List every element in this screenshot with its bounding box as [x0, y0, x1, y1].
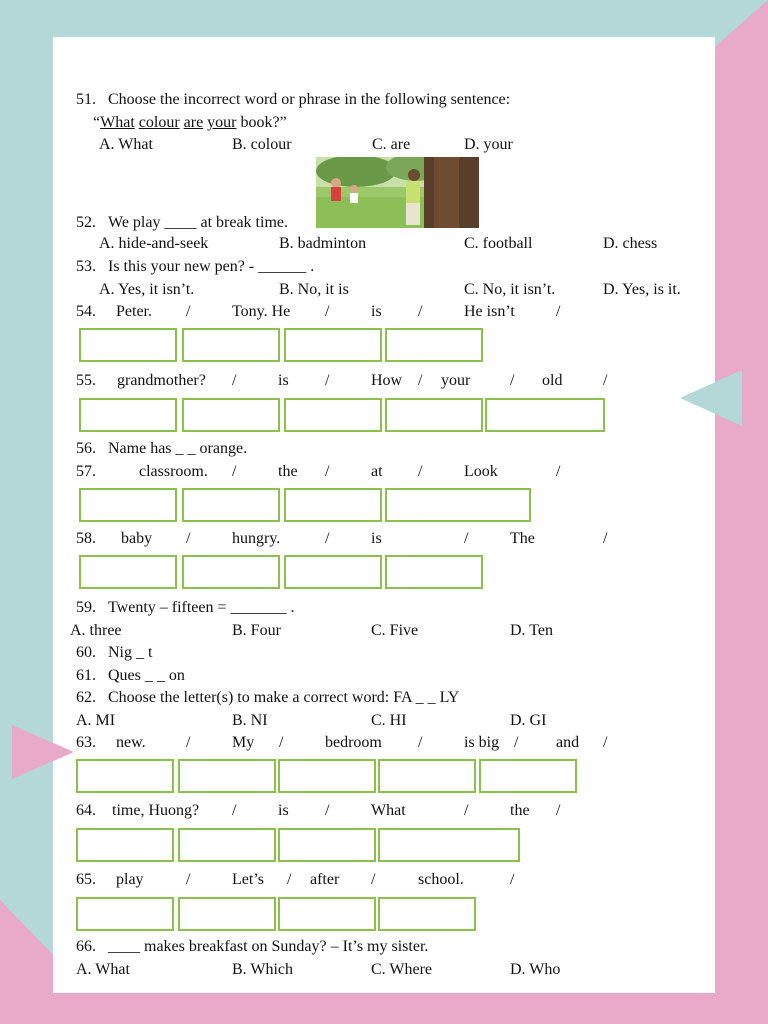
q65-slash: /: [287, 871, 292, 888]
q59-option-d[interactable]: D. Ten: [510, 622, 554, 639]
q63-answer-box[interactable]: [76, 759, 174, 793]
q64-slash: /: [464, 802, 469, 819]
q51-text: Choose the incorrect word or phrase in the following sentence:: [108, 91, 511, 108]
q55-slash: /: [418, 372, 423, 389]
q66-option-d[interactable]: D. Who: [510, 961, 561, 978]
q58-word: baby: [121, 530, 153, 547]
q64-word: time, Huong?: [112, 802, 200, 819]
q54-answer-box[interactable]: [79, 328, 177, 362]
q58-slash: /: [603, 530, 608, 547]
q55-answer-box[interactable]: [385, 398, 483, 432]
q65-answer-box[interactable]: [378, 897, 476, 931]
q57-answer-box[interactable]: [284, 488, 382, 522]
q63-word: My: [232, 734, 255, 751]
q65-word: play: [116, 871, 144, 888]
q64-answer-box[interactable]: [278, 828, 376, 862]
q64-word: is: [278, 802, 289, 819]
q64-word: What: [371, 802, 406, 819]
q54-word: Peter.: [116, 303, 152, 320]
q54-slash: /: [418, 303, 423, 320]
q63-word: is big: [464, 734, 500, 751]
q51-number: 51.: [76, 91, 96, 108]
q53-option-c[interactable]: C. No, it isn’t.: [464, 281, 556, 298]
q62-number: 62.: [76, 689, 96, 706]
pink-triangle-decoration: [12, 725, 74, 779]
q65-answer-box[interactable]: [178, 897, 276, 931]
q53-number: 53.: [76, 258, 96, 275]
q63-answer-box[interactable]: [278, 759, 376, 793]
q54-slash: /: [325, 303, 330, 320]
q53-option-b[interactable]: B. No, it is: [279, 281, 349, 298]
children-playing-photo: [316, 157, 479, 228]
q57-slash: /: [418, 463, 423, 480]
q62-option-d[interactable]: D. GI: [510, 712, 547, 729]
q52-option-d[interactable]: D. chess: [603, 235, 658, 252]
q64-word: the: [510, 802, 530, 819]
q65-word: after: [310, 871, 340, 888]
q63-answer-box[interactable]: [378, 759, 476, 793]
q58-word: is: [371, 530, 382, 547]
q66-number: 66.: [76, 938, 96, 955]
q64-answer-box[interactable]: [76, 828, 174, 862]
q65-slash: /: [510, 871, 515, 888]
q66-option-a[interactable]: A. What: [76, 961, 130, 978]
q60-number: 60.: [76, 644, 96, 661]
q55-word: is: [278, 372, 289, 389]
q57-word: at: [371, 463, 383, 480]
q57-word: classroom.: [139, 463, 208, 480]
q63-slash: /: [514, 734, 519, 751]
q51-sentence: “What colour are your book?”: [93, 114, 287, 131]
q63-answer-box[interactable]: [178, 759, 276, 793]
q57-slash: /: [232, 463, 237, 480]
q51-option-b[interactable]: B. colour: [232, 136, 292, 153]
q63-slash: /: [279, 734, 284, 751]
q66-text: ____ makes breakfast on Sunday? – It’s my sister.: [108, 938, 429, 955]
q59-option-a[interactable]: A. three: [70, 622, 122, 639]
q63-answer-box[interactable]: [479, 759, 577, 793]
q63-slash: /: [418, 734, 423, 751]
q55-slash: /: [510, 372, 515, 389]
q55-number: 55.: [76, 372, 96, 389]
q55-answer-box[interactable]: [284, 398, 382, 432]
q58-answer-box[interactable]: [284, 555, 382, 589]
q59-number: 59.: [76, 599, 96, 616]
q52-text: We play ____ at break time.: [108, 214, 288, 231]
q63-number: 63.: [76, 734, 96, 751]
q64-slash: /: [325, 802, 330, 819]
q52-option-b[interactable]: B. badminton: [279, 235, 367, 252]
q63-word: new.: [116, 734, 146, 751]
q64-answer-box[interactable]: [178, 828, 276, 862]
q59-option-b[interactable]: B. Four: [232, 622, 281, 639]
q64-number: 64.: [76, 802, 96, 819]
q62-option-a[interactable]: A. MI: [76, 712, 116, 729]
q55-word: grandmother?: [117, 372, 206, 389]
q62-option-c[interactable]: C. HI: [371, 712, 407, 729]
q58-word: hungry.: [232, 530, 281, 547]
q65-answer-box[interactable]: [278, 897, 376, 931]
q57-answer-box[interactable]: [182, 488, 280, 522]
q57-word: the: [278, 463, 298, 480]
q61-text: Ques _ _ on: [108, 667, 185, 684]
q57-word: Look: [464, 463, 498, 480]
q56-text: Name has _ _ orange.: [108, 440, 248, 457]
q55-slash: /: [232, 372, 237, 389]
q59-option-c[interactable]: C. Five: [371, 622, 419, 639]
q65-word: Let’s: [232, 871, 264, 888]
q53-option-a[interactable]: A. Yes, it isn’t.: [99, 281, 195, 298]
q54-word: Tony. He: [232, 303, 291, 320]
q58-number: 58.: [76, 530, 96, 547]
q54-answer-box[interactable]: [385, 328, 483, 362]
q65-slash: /: [186, 871, 191, 888]
q58-answer-box[interactable]: [385, 555, 483, 589]
q58-slash: /: [186, 530, 191, 547]
q55-slash: /: [325, 372, 330, 389]
q63-word: and: [556, 734, 580, 751]
q60-text: Nig _ t: [108, 644, 153, 661]
q66-option-c[interactable]: C. Where: [371, 961, 433, 978]
q62-option-b[interactable]: B. NI: [232, 712, 268, 729]
q64-answer-box[interactable]: [378, 828, 520, 862]
q55-word: your: [441, 372, 471, 389]
q52-option-c[interactable]: C. football: [464, 235, 533, 252]
q61-number: 61.: [76, 667, 96, 684]
q63-slash: /: [603, 734, 608, 751]
q55-answer-box[interactable]: [485, 398, 605, 432]
q56-number: 56.: [76, 440, 96, 457]
q57-answer-box[interactable]: [79, 488, 177, 522]
q58-answer-box[interactable]: [182, 555, 280, 589]
q55-slash: /: [603, 372, 608, 389]
q59-text: Twenty – fifteen = _______ .: [108, 599, 295, 616]
q58-slash: /: [325, 530, 330, 547]
q54-number: 54.: [76, 303, 96, 320]
q65-answer-box[interactable]: [76, 897, 174, 931]
q53-option-d[interactable]: D. Yes, is it.: [603, 281, 681, 298]
q55-word: How: [371, 372, 403, 389]
q58-answer-box[interactable]: [79, 555, 177, 589]
q51-option-c[interactable]: C. are: [372, 136, 411, 153]
q53-text: Is this your new pen? - ______ .: [108, 258, 315, 275]
q58-slash: /: [464, 530, 469, 547]
q54-word: He isn’t: [464, 303, 515, 320]
q54-answer-box[interactable]: [284, 328, 382, 362]
q58-word: The: [510, 530, 535, 547]
q64-slash: /: [232, 802, 237, 819]
q54-slash: /: [556, 303, 561, 320]
q62-text: Choose the letter(s) to make a correct word: FA _ _ LY: [108, 689, 460, 706]
q51-option-a[interactable]: A. What: [99, 136, 153, 153]
q55-word: old: [542, 372, 563, 389]
q57-number: 57.: [76, 463, 96, 480]
q54-answer-box[interactable]: [182, 328, 280, 362]
q51-option-d[interactable]: D. your: [464, 136, 513, 153]
q52-number: 52.: [76, 214, 96, 231]
q63-word: bedroom: [325, 734, 382, 751]
q52-option-a[interactable]: A. hide-and-seek: [99, 235, 209, 252]
q57-slash: /: [556, 463, 561, 480]
q65-word: school.: [418, 871, 464, 888]
q63-slash: /: [186, 734, 191, 751]
teal-triangle-decoration: [680, 370, 742, 426]
q66-option-b[interactable]: B. Which: [232, 961, 294, 978]
q65-number: 65.: [76, 871, 96, 888]
q55-answer-box[interactable]: [79, 398, 177, 432]
q57-answer-box[interactable]: [385, 488, 531, 522]
q64-slash: /: [556, 802, 561, 819]
q65-slash: /: [371, 871, 376, 888]
q55-answer-box[interactable]: [182, 398, 280, 432]
q57-slash: /: [325, 463, 330, 480]
q54-slash: /: [186, 303, 191, 320]
q54-word: is: [371, 303, 382, 320]
